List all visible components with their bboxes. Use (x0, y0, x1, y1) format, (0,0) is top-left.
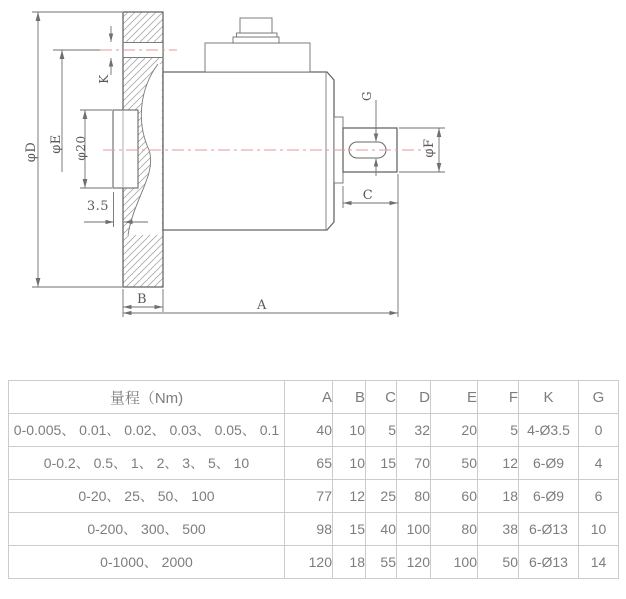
connector-plug (240, 18, 272, 33)
dimension-phi-20 (74, 110, 112, 188)
value-cell: 6 (579, 480, 619, 513)
value-cell: 38 (478, 513, 519, 546)
value-cell: 15 (333, 513, 366, 546)
table-row (9, 480, 619, 513)
dimension-c (343, 186, 398, 208)
table-row (9, 513, 619, 546)
value-cell: 6-Ø13 (519, 513, 579, 546)
value-cell: 100 (397, 513, 431, 546)
value-cell: 25 (366, 480, 397, 513)
value-cell: 120 (397, 546, 431, 579)
sensor-body (163, 72, 334, 230)
value-cell: 10 (333, 414, 366, 447)
value-cell: 6-Ø13 (519, 546, 579, 579)
dim-label-g: G (360, 90, 374, 102)
value-cell: 80 (431, 513, 478, 546)
value-cell: 0 (579, 414, 619, 447)
value-cell: 5 (478, 414, 519, 447)
value-cell: 15 (366, 447, 397, 480)
header-E: E (431, 381, 478, 414)
header-D: D (397, 381, 431, 414)
dim-label-b: B (136, 292, 148, 307)
value-cell: 14 (579, 546, 619, 579)
header-F: F (478, 381, 519, 414)
dim-label-boss-depth: 3.5 (86, 199, 110, 214)
value-cell: 40 (366, 513, 397, 546)
value-cell: 4 (579, 447, 619, 480)
centering-boss (113, 110, 138, 188)
value-cell: 120 (285, 546, 333, 579)
value-cell: 70 (397, 447, 431, 480)
header-A: A (285, 381, 333, 414)
value-cell: 98 (285, 513, 333, 546)
value-cell: 18 (478, 480, 519, 513)
value-cell: 6-Ø9 (519, 447, 579, 480)
value-cell: 32 (397, 414, 431, 447)
table-header-row (9, 381, 619, 414)
range-cell: 0-1000、 2000 (9, 546, 285, 579)
value-cell: 100 (431, 546, 478, 579)
value-cell: 12 (478, 447, 519, 480)
dim-label-c: C (362, 188, 374, 203)
value-cell: 18 (333, 546, 366, 579)
dimension-phi-e (49, 50, 64, 172)
header-G: G (579, 381, 619, 414)
value-cell: 5 (366, 414, 397, 447)
header-B: B (333, 381, 366, 414)
dim-label-phi-d: φD (24, 141, 39, 163)
header-K: K (519, 381, 579, 414)
value-cell: 10 (579, 513, 619, 546)
range-cell: 0-20、 25、 50、 100 (9, 480, 285, 513)
dim-label-a: A (257, 298, 267, 313)
dim-label-phi-e: φE (49, 134, 64, 154)
dim-label-phi-20: φ20 (74, 135, 88, 161)
header-C: C (366, 381, 397, 414)
dim-label-phi-f: φF (422, 138, 437, 158)
value-cell: 80 (397, 480, 431, 513)
value-cell: 77 (285, 480, 333, 513)
value-cell: 60 (431, 480, 478, 513)
header-range: 量程（Nm) (9, 381, 285, 414)
value-cell: 4-Ø3.5 (519, 414, 579, 447)
value-cell: 20 (431, 414, 478, 447)
dimension-table (8, 380, 619, 579)
table-row (9, 414, 619, 447)
value-cell: 50 (431, 447, 478, 480)
dimension-k (97, 26, 113, 84)
dimension-b (123, 289, 163, 312)
range-cell: 0-0.005、 0.01、 0.02、 0.03、 0.05、 0.1 (9, 414, 285, 447)
value-cell: 12 (333, 480, 366, 513)
value-cell: 6-Ø9 (519, 480, 579, 513)
value-cell: 40 (285, 414, 333, 447)
value-cell: 50 (478, 546, 519, 579)
dim-label-k: K (97, 74, 111, 84)
table-row (9, 447, 619, 480)
value-cell: 10 (333, 447, 366, 480)
value-cell: 55 (366, 546, 397, 579)
connector-base-box (205, 43, 310, 72)
table-row (9, 546, 619, 579)
range-cell: 0-0.2、 0.5、 1、 2、 3、 5、 10 (9, 447, 285, 480)
connector (205, 18, 310, 72)
range-cell: 0-200、 300、 500 (9, 513, 285, 546)
value-cell: 65 (285, 447, 333, 480)
